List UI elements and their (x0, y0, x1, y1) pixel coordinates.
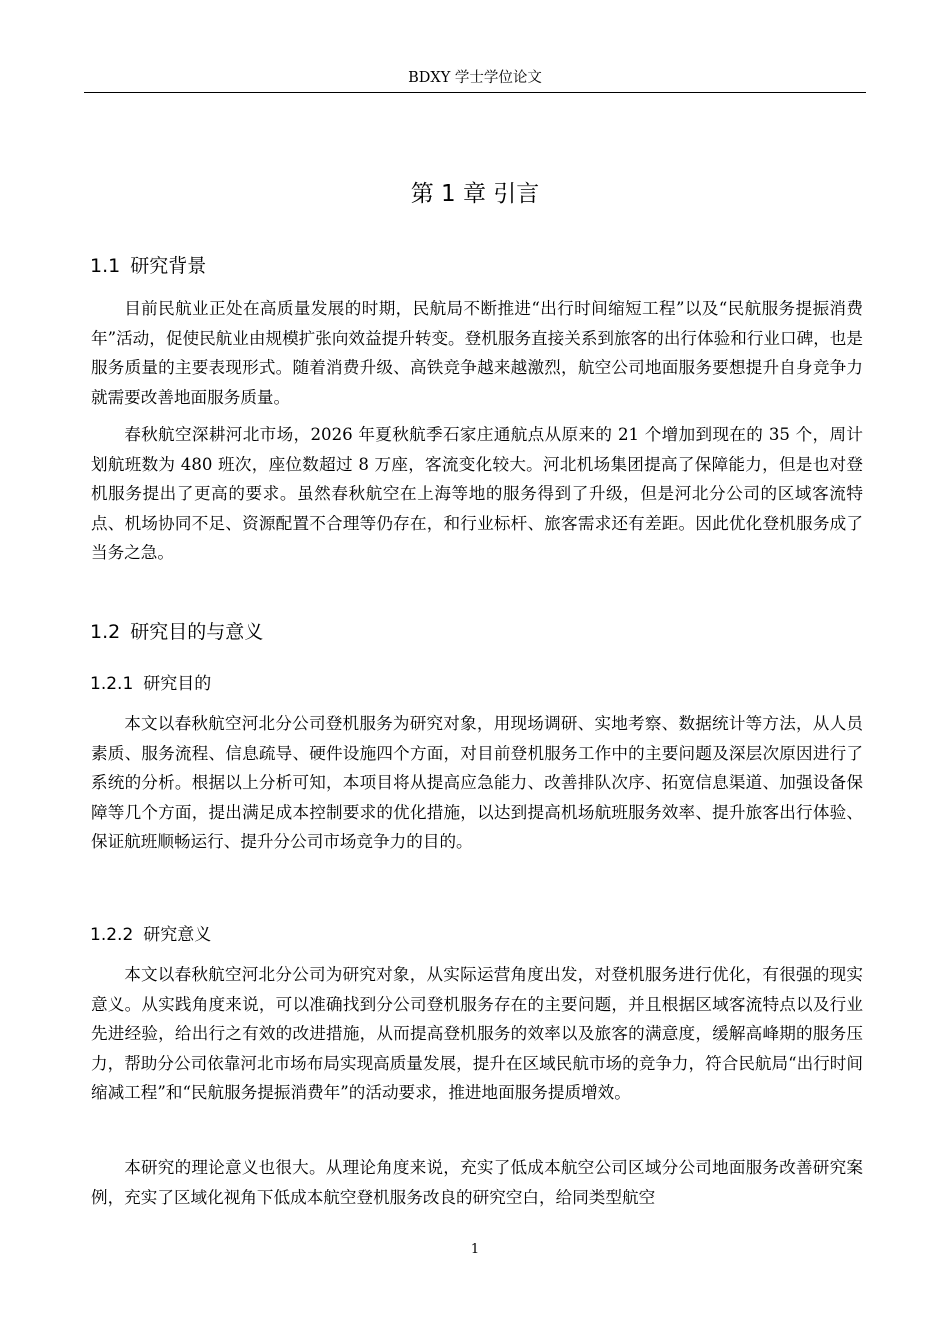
subsection-number: 1.2.2 (90, 925, 134, 945)
section-number: 1.1 (90, 255, 121, 277)
paragraph-research-significance-1: 本文以春秋航空河北分公司为研究对象，从实际运营角度出发，对登机服务进行优化，有很强的现实意义。从实践角度来说，可以准确找到分公司登机服务存在的主要问题，并且根据区域客流特点以及行业先进经验，给出行之有效的改进措施，从而提高登机服务的效率以及旅客的满意度，缓解高峰期的服务压力，帮助分公司依靠河北市场布局实现高质量发展，提升在区域民航市场的竞争力，符合民航局“出行时间缩减工程”和“民航服务提振消费年”的活动要求，推进地面服务提质增效。 (91, 965, 863, 1103)
section-heading-1-1 (90, 251, 206, 281)
chapter-title: 第 1 章 引言 (410, 181, 540, 207)
paragraph-research-background-2: 春秋航空深耕河北市场，2026 年夏秋航季石家庄通航点从原来的 21 个增加到现在的 35 个，周计划航班数为 480 班次，座位数超过 8 万座，客流变化较大。河北机场集团提高了保障能力，但是也对登机服务提出了更高的要求。虽然春秋航空在上海等地的服务得到了升级，但是河北分公司的区域客流特点、机场协同不足、资源配置不合理等仍存在，和行业标杆、旅客需求还有差距。因此优化登机服务成了当务之急。 (91, 425, 863, 563)
subsection-title: 研究目的 (143, 674, 212, 694)
section-number: 1.2 (90, 621, 121, 643)
section-title: 研究背景 (130, 255, 207, 277)
paragraph-research-significance-2: 本研究的理论意义也很大。从理论角度来说，充实了低成本航空公司区域分公司地面服务改善研究案例，充实了区域化视角下低成本航空登机服务改良的研究空白，给同类型航空 (91, 1158, 863, 1207)
page-number: 1 (470, 1242, 480, 1257)
subsection-heading-1-2-1 (90, 670, 211, 698)
section-title: 研究目的与意义 (130, 621, 264, 643)
running-header (84, 64, 866, 93)
subsection-title: 研究意义 (143, 925, 212, 945)
subsection-heading-1-2-2 (90, 921, 211, 949)
section-heading-1-2 (90, 617, 263, 647)
running-header-title: BDXY 学士学位论文 (408, 70, 542, 86)
subsection-number: 1.2.1 (90, 674, 134, 694)
paragraph-research-purpose: 本文以春秋航空河北分公司登机服务为研究对象，用现场调研、实地考察、数据统计等方法，从人员素质、服务流程、信息疏导、硬件设施四个方面，对目前登机服务工作中的主要问题及深层次原因进行了系统的分析。根据以上分析可知，本项目将从提高应急能力、改善排队次序、拓宽信息渠道、加强设备保障等几个方面，提出满足成本控制要求的优化措施，以达到提高机场航班服务效率、提升旅客出行体验、保证航班顺畅运行、提升分公司市场竞争力的目的。 (91, 714, 863, 852)
paragraph-research-background-1: 目前民航业正处在高质量发展的时期，民航局不断推进“出行时间缩短工程”以及“民航服务提振消费年”活动，促使民航业由规模扩张向效益提升转变。登机服务直接关系到旅客的出行体验和行业口碑，也是服务质量的主要表现形式。随着消费升级、高铁竞争越来越激烈，航空公司地面服务要想提升自身竞争力就需要改善地面服务质量。 (91, 299, 863, 407)
